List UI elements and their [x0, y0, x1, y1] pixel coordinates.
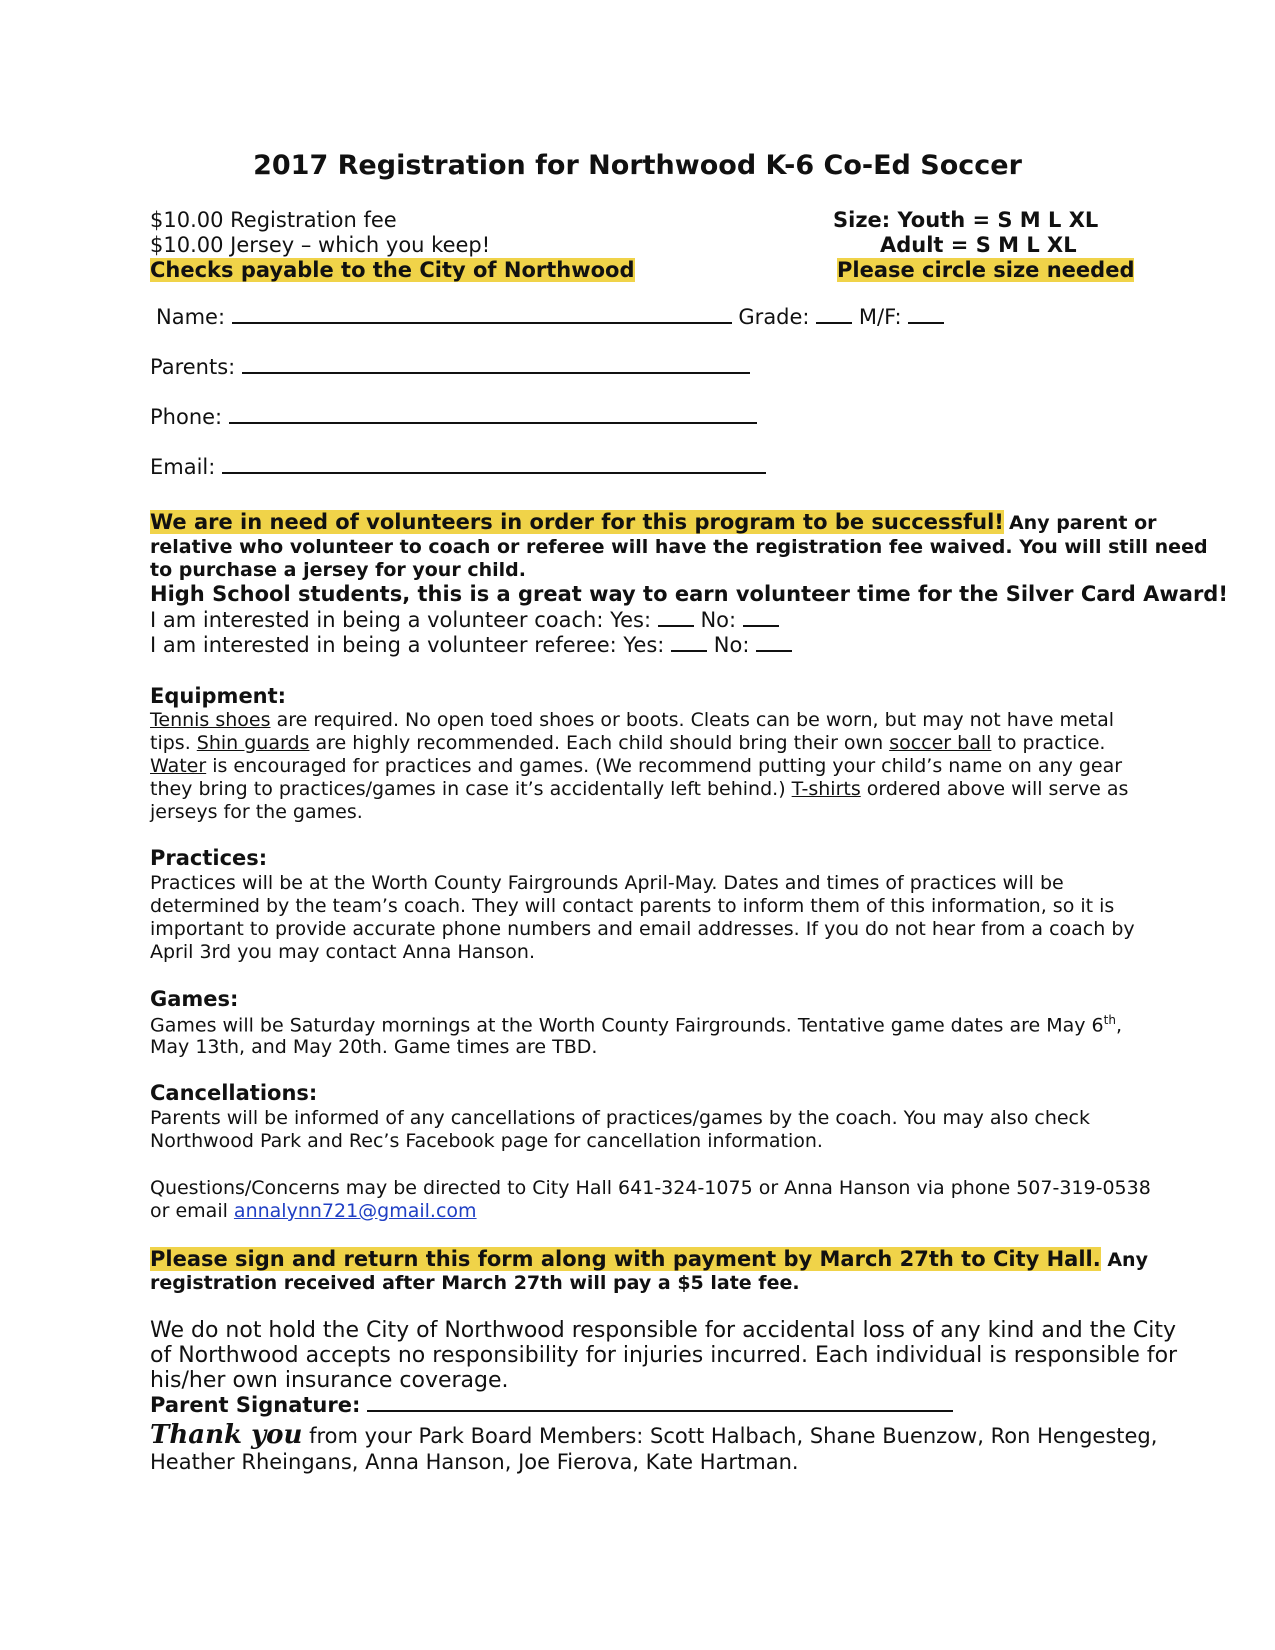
volunteer-text-2: relative who volunteer to coach or referee will have the registration fee waived. You will still need — [150, 536, 1208, 558]
grade-field[interactable] — [816, 322, 852, 324]
parents-row — [150, 355, 750, 379]
cancellations-heading: Cancellations: — [150, 1081, 318, 1105]
name-field[interactable] — [232, 322, 732, 324]
coach-row — [150, 608, 779, 632]
equipment-line-3 — [150, 755, 1122, 777]
thanks-line-2: Heather Rheingans, Anna Hanson, Joe Fierova, Kate Hartman. — [150, 1450, 799, 1474]
email-row — [150, 455, 766, 479]
practices-line-4: April 3rd you may contact Anna Hanson. — [150, 941, 536, 963]
mf-label: M/F: — [858, 305, 902, 329]
coach-no-label: No: — [700, 608, 737, 632]
signature-field[interactable] — [367, 1410, 953, 1412]
practices-heading: Practices: — [150, 846, 268, 870]
volunteer-headline-row — [150, 510, 1157, 534]
thanks-line-1 — [150, 1420, 1157, 1450]
games-sup: th — [1103, 1013, 1116, 1027]
equipment-line-2 — [150, 732, 1105, 754]
phone-label: Phone: — [150, 405, 223, 429]
referee-no-field[interactable] — [756, 650, 792, 652]
water-text: Water — [150, 755, 207, 777]
equipment-line-4 — [150, 778, 1128, 800]
size-youth: Size: Youth = S M L XL — [833, 208, 1099, 232]
late-fee-note: registration received after March 27th will pay a $5 late fee. — [150, 1272, 800, 1294]
liability-line-1: We do not hold the City of Northwood responsible for accidental loss of any kind and the City — [150, 1318, 1176, 1343]
games-line-1-end: , — [1115, 1014, 1122, 1037]
jersey-fee: $10.00 Jersey – which you keep! — [150, 233, 491, 257]
coach-no-field[interactable] — [743, 625, 779, 627]
equipment-line-2-a: tips. — [150, 732, 197, 754]
questions-line-1: Questions/Concerns may be directed to City Hall 641-324-1075 or Anna Hanson via phone 507-319-0538 — [150, 1177, 1151, 1199]
games-line-1 — [150, 1013, 1122, 1036]
questions-line-2-text: or email — [150, 1200, 234, 1222]
equipment-line-2-b: are highly recommended. Each child should bring their own — [309, 732, 890, 754]
email-field[interactable] — [222, 472, 766, 474]
practices-line-1: Practices will be at the Worth County Fairgrounds April-May. Dates and times of practices will be — [150, 872, 1064, 894]
liability-line-3: his/her own insurance coverage. — [150, 1368, 509, 1393]
cancellations-line-1: Parents will be informed of any cancellations of practices/games by the coach. You may also check — [150, 1107, 1090, 1129]
games-line-1-text: Games will be Saturday mornings at the Worth County Fairgrounds. Tentative game dates are May 6 — [150, 1014, 1104, 1037]
phone-field[interactable] — [229, 422, 757, 424]
referee-yes-field[interactable] — [671, 650, 707, 652]
return-headline: Please sign and return this form along with payment by March 27th to City Hall. — [150, 1247, 1101, 1271]
questions-line-2 — [150, 1200, 477, 1222]
email-label: Email: — [150, 455, 216, 479]
cancellations-line-2: Northwood Park and Rec’s Facebook page for cancellation information. — [150, 1130, 823, 1152]
equipment-line-1-rest: are required. No open toed shoes or boots. Cleats can be worn, but may not have metal — [270, 709, 1115, 731]
thanks-line-1-text: from your Park Board Members: Scott Halbach, Shane Buenzow, Ron Hengesteg, — [302, 1424, 1158, 1448]
coach-label: I am interested in being a volunteer coach: Yes: — [150, 608, 652, 632]
checks-payable: Checks payable to the City of Northwood — [150, 258, 635, 282]
signature-label: Parent Signature: — [150, 1393, 361, 1417]
volunteer-headline: We are in need of volunteers in order for this program to be successful! — [150, 510, 1004, 534]
games-line-2: May 13th, and May 20th. Game times are TBD. — [150, 1036, 598, 1058]
registration-fee: $10.00 Registration fee — [150, 208, 397, 232]
high-school-note: High School students, this is a great way to earn volunteer time for the Silver Card Award! — [150, 582, 1228, 606]
shin-guards-text: Shin guards — [196, 732, 310, 754]
volunteer-text-1: Any parent or — [1008, 512, 1157, 534]
mf-field[interactable] — [908, 322, 944, 324]
name-row — [156, 305, 944, 329]
practices-line-3: important to provide accurate phone numbers and email addresses. If you do not hear from a coach by — [150, 918, 1135, 940]
volunteer-text-3: to purchase a jersey for your child. — [150, 559, 526, 581]
coach-yes-field[interactable] — [658, 625, 694, 627]
name-label: Name: — [156, 305, 226, 329]
equipment-line-3-rest: is encouraged for practices and games. (We recommend putting your child’s name on any gear — [206, 755, 1123, 777]
equipment-line-2-c: to practice. — [991, 732, 1106, 754]
liability-line-2: of Northwood accepts no responsibility for injuries incurred. Each individual is responsible for — [150, 1343, 1178, 1368]
equipment-line-1 — [150, 709, 1114, 731]
circle-size-note: Please circle size needed — [837, 258, 1135, 282]
contact-email-link[interactable]: annalynn721@gmail.com — [233, 1200, 477, 1222]
page-title: 2017 Registration for Northwood K-6 Co-Ed Soccer — [253, 150, 1022, 181]
referee-label: I am interested in being a volunteer referee: Yes: — [150, 633, 665, 657]
size-adult: Adult = S M L XL — [880, 233, 1077, 257]
equipment-line-4-b: ordered above will serve as — [860, 778, 1129, 800]
thank-you-text: Thank you — [150, 1420, 303, 1450]
return-tail: Any — [1100, 1249, 1148, 1271]
parents-field[interactable] — [242, 372, 750, 374]
equipment-heading: Equipment: — [150, 684, 287, 708]
soccer-ball-text: soccer ball — [889, 732, 992, 754]
equipment-line-4-a: they bring to practices/games in case it’s accidentally left behind.) — [150, 778, 792, 800]
equipment-line-5: jerseys for the games. — [150, 801, 363, 823]
phone-row — [150, 405, 757, 429]
referee-no-label: No: — [713, 633, 750, 657]
grade-label: Grade: — [738, 305, 810, 329]
parents-label: Parents: — [150, 355, 236, 379]
return-row — [150, 1247, 1148, 1271]
games-heading: Games: — [150, 987, 239, 1011]
t-shirts-text: T-shirts — [791, 778, 861, 800]
signature-row — [150, 1393, 953, 1417]
tennis-shoes-text: Tennis shoes — [150, 709, 271, 731]
referee-row — [150, 633, 792, 657]
practices-line-2: determined by the team’s coach. They will contact parents to inform them of this information, so it is — [150, 895, 1115, 917]
